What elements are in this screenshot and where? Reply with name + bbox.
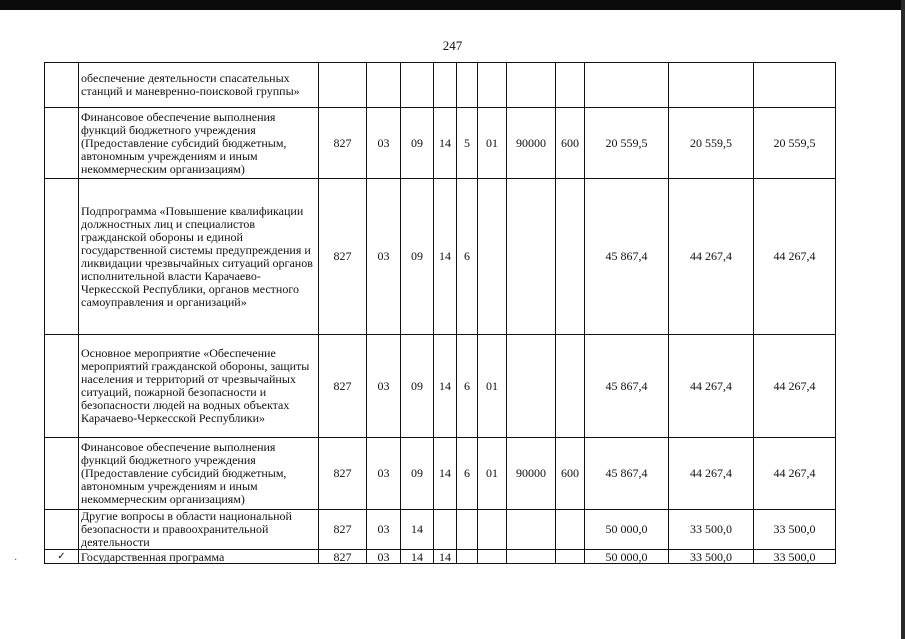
code-program: 14: [434, 179, 457, 335]
code-subprogram: 6: [457, 438, 478, 510]
code-expense-type: 600: [556, 438, 585, 510]
amount-year-1: 45 867,4: [585, 438, 669, 510]
amount-year-2: 44 267,4: [669, 335, 754, 438]
code-admin: 827: [319, 179, 367, 335]
code-admin: [319, 63, 367, 108]
code-subsection: 09: [401, 108, 434, 179]
code-direction: [507, 550, 556, 564]
amount-year-2: 44 267,4: [669, 179, 754, 335]
table-row: [45, 335, 836, 438]
budget-table: [44, 62, 836, 564]
row-name: Финансовое обеспечение выполнения функций бюджетного учреждения (Предоставление субсидий бюджетным, автономным учреждениям и иным некоммерческим организациям): [79, 438, 319, 510]
code-admin: 827: [319, 510, 367, 550]
amount-year-2: 33 500,0: [669, 550, 754, 564]
amount-year-1: 50 000,0: [585, 550, 669, 564]
amount-year-3: [754, 63, 836, 108]
table-row: [45, 179, 836, 335]
amount-year-1: 20 559,5: [585, 108, 669, 179]
amount-year-1: 45 867,4: [585, 179, 669, 335]
row-name: Подпрограмма «Повышение квалификации должностных лиц и специалистов гражданской обороны и единой государственной системы предупреждения и ликвидации чрезвычайных ситуаций органов исполнительной власти Карачаево-Черкесской Республики, органов местного самоуправления и организаций»: [79, 179, 319, 335]
amount-year-2: 33 500,0: [669, 510, 754, 550]
amount-year-2: 44 267,4: [669, 438, 754, 510]
code-activity: [478, 63, 507, 108]
code-subprogram: [457, 510, 478, 550]
amount-year-3: 33 500,0: [754, 510, 836, 550]
table-row: [45, 438, 836, 510]
code-subprogram: 5: [457, 108, 478, 179]
amount-year-3: 44 267,4: [754, 179, 836, 335]
code-program: 14: [434, 335, 457, 438]
code-section: 03: [367, 179, 401, 335]
code-subprogram: [457, 63, 478, 108]
row-mark: [45, 63, 79, 108]
amount-year-1: 50 000,0: [585, 510, 669, 550]
amount-year-3: 44 267,4: [754, 335, 836, 438]
code-direction: [507, 63, 556, 108]
code-subsection: 14: [401, 510, 434, 550]
row-mark: [45, 179, 79, 335]
code-direction: 90000: [507, 438, 556, 510]
table-row: [45, 550, 836, 564]
table-row: [45, 108, 836, 179]
code-subsection: 09: [401, 335, 434, 438]
code-expense-type: [556, 550, 585, 564]
row-mark: [45, 335, 79, 438]
code-program: 14: [434, 550, 457, 564]
code-program: [434, 510, 457, 550]
code-section: [367, 63, 401, 108]
code-subprogram: 6: [457, 179, 478, 335]
row-name: Государственная программа: [79, 550, 319, 564]
code-activity: [478, 550, 507, 564]
code-direction: [507, 179, 556, 335]
row-name: Финансовое обеспечение выполнения функций бюджетного учреждения (Предоставление субсидий бюджетным, автономным учреждениям и иным некоммерческим организациям): [79, 108, 319, 179]
code-section: 03: [367, 510, 401, 550]
code-admin: 827: [319, 550, 367, 564]
amount-year-1: 45 867,4: [585, 335, 669, 438]
code-expense-type: [556, 335, 585, 438]
code-admin: 827: [319, 108, 367, 179]
margin-mark: ·: [14, 555, 18, 566]
code-section: 03: [367, 108, 401, 179]
code-program: 14: [434, 438, 457, 510]
code-subprogram: [457, 550, 478, 564]
code-program: 14: [434, 108, 457, 179]
code-subsection: [401, 63, 434, 108]
table-row: [45, 63, 836, 108]
code-subsection: 09: [401, 438, 434, 510]
amount-year-2: 20 559,5: [669, 108, 754, 179]
code-expense-type: [556, 63, 585, 108]
row-mark: [45, 510, 79, 550]
code-expense-type: 600: [556, 108, 585, 179]
table-row: [45, 510, 836, 550]
code-program: [434, 63, 457, 108]
amount-year-3: 20 559,5: [754, 108, 836, 179]
code-direction: [507, 510, 556, 550]
code-activity: 01: [478, 438, 507, 510]
code-subsection: 14: [401, 550, 434, 564]
amount-year-3: 33 500,0: [754, 550, 836, 564]
row-mark: [45, 438, 79, 510]
code-activity: 01: [478, 335, 507, 438]
page-number: 247: [442, 38, 463, 53]
code-direction: 90000: [507, 108, 556, 179]
row-name: обеспечение деятельности спасательных станций и маневренно-поисковой группы»: [79, 63, 319, 108]
code-activity: 01: [478, 108, 507, 179]
amount-year-1: [585, 63, 669, 108]
row-name: Другие вопросы в области национальной безопасности и правоохранительной деятельности: [79, 510, 319, 550]
code-activity: [478, 510, 507, 550]
code-section: 03: [367, 550, 401, 564]
code-direction: [507, 335, 556, 438]
code-subsection: 09: [401, 179, 434, 335]
row-mark: ✓: [45, 550, 79, 564]
row-mark: [45, 108, 79, 179]
code-admin: 827: [319, 438, 367, 510]
amount-year-2: [669, 63, 754, 108]
amount-year-3: 44 267,4: [754, 438, 836, 510]
scan-top-edge: [0, 0, 905, 10]
code-section: 03: [367, 335, 401, 438]
row-name: Основное мероприятие «Обеспечение мероприятий гражданской обороны, защиты населения и территорий от чрезвычайных ситуаций, пожарной безопасности и безопасности людей на водных объектах Карачаево-Черкесской Республики»: [79, 335, 319, 438]
code-activity: [478, 179, 507, 335]
code-expense-type: [556, 510, 585, 550]
code-subprogram: 6: [457, 335, 478, 438]
code-section: 03: [367, 438, 401, 510]
code-expense-type: [556, 179, 585, 335]
code-admin: 827: [319, 335, 367, 438]
scan-right-edge: [901, 0, 905, 639]
